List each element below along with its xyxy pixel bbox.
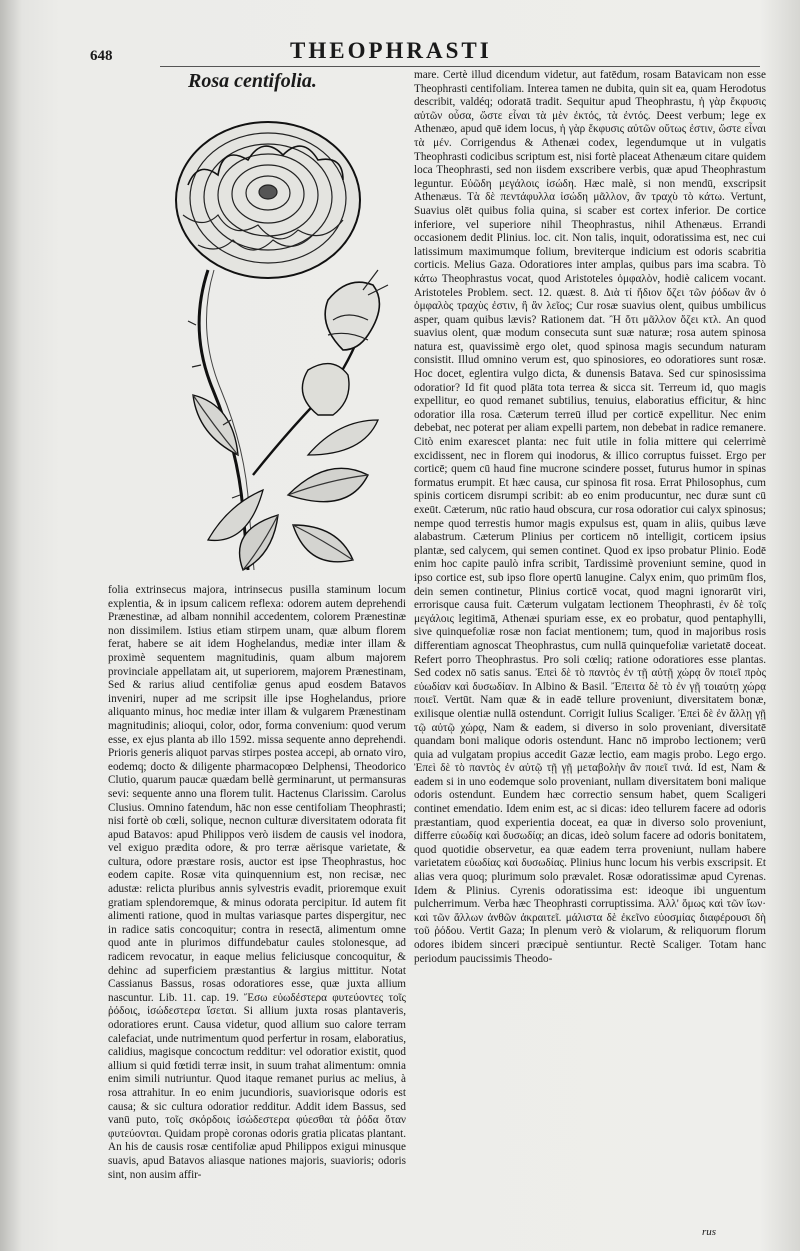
text-column-left: folia extrinsecus majora, intrinsecus pusilla staminum locum explentia, & in ipsum calicem reflexa: odorem autem deprehendi Prænestinæ, ad albam nonnihil accedentem, colorem Prænestinæ non dissimilem. Istius etiam stirpem unam, quæ album florem ferat, habere se ait idem Hoghelandus, mediæ inter illam & proximè sequentem magnitudinis, quam album majorem provinciale appellatam ait, ut superiorem, majorem Prænestinam, Sed & rarius aliud centifoliæ genus apud eosdem Batavos inveniri, nuper ad me scripsit ille ipse Hoghelandus, priore aliquanto minus, hoc mediæ inter illam & vulgarem Prænestinam magnitudinis; alioqui, color, odor, forma convenium: quod verum esse, ex ejus planta ab illo 1592. missa sequente anno deprehendi. Prioris generis aliquot parvas stirpes postea accepi, ab ornato viro, eodemq; docto & diligente pharmacopœo Delphensi, Theodorico Clutio, quarum paucæ quædam bellè germinarunt, ut permansuras sevi: sequente anno una florem tulit. Hactenus Clarissim. Carolus Clusius. Omnino fatendum, hāc non esse centifoliam Theophrasti; nisi fortè ob cœli, solique, necnon culturæ diversitatem odorata fit apud Batavos: apud Philippos verò iisdem de causis vel inodora, vel exiguo prædita odore, & pro terræ aërisque varietate, & cultura, odore præstare rosis, auctor est ipse Theophrastus, hoc eodem capite. Rosæ vita quinquennium est, non recisæ, nec adustæ: relicta pluribus annis sylvestris evadit, prioremque exuit gratiam splendoremque, & minus odorata percipitur. Id autem fit alimenti ratione, quod in multas variasque partes dispergitur, nec in radice satis concoquitur; contra in resectā, alimentum omne quod ante in plurimos diffundebatur caules stolonesque, ad radicem revocatur, in eaque melius feliciusque concoquitur, & dehinc ad superficiem præstantius & largius mittitur. Notat Cassianus Bassus, rosas odoratiores esse, quæ juxta allium nascuntur. Lib. 11. cap. 19. Ἔσω εὐωδέστερα φυτεύοντες τοῖς ῥόδοις, ἰσώδεστερα ἴσεται. Si allium juxta rosas plantaveris, odoratiores erunt. Causa videtur, quod allium suo calore terram calefaciat, unde nutrimentum quod perfertur in rosam, elaboratius, calidius, magisque concoctum redditur: vel odoratior existit, quod allium si quid fœtidi terræ insit, in suum trahat alimentum: omnia enim simili nutriuntur. Quod itaque remanet purius ac melius, à rosa attrahitur. In eo enim jucundioris, suaviorisque odoris est causa; & sic cultura odoratior redditur. Addit idem Bassus, sed vanū puto, τοῖς σκόρδοις ἰσώδεστερα φύεσθαι τὰ ῥόδα ὅταν φυτεύονται. Quidam propè coronas odoris gratia plicatas plantant. An his de causis rosæ centifoliæ apud Philippos exigui minusque suavis, apud Batavos aliasque nationes majoris, suavioris; odoris sint, non ausim affir- xyxy=(108,584,406,1181)
text-column-right: mare. Certè illud dicendum videtur, aut fatēdum, rosam Batavicam non esse Theophrasti centifoliam. Interea tamen ne dubita, quin sit ea, quam Herodotus describit, valdéq; odoratā tradit. Sequitur apud Theophrastu, ἡ γὰρ ἔκφυσις αὐτῶν οὖσα, ὥστε εἶναι τὰ μὲν ἐκτός, τὰ ἐντός. Deest verbum; lege ex Athenæo, apud quē idem locus, ἡ γὰρ ἔκφυσις αὐτῶν οὕτως ἐστιν, ὥστε εἶναι τὰ μέν. Corrigendus & Athenæi codex, legendumque ut in vulgatis Theophrasti codicibus scriptum est, nisi fortè placeat Athenæum citare quidem loca Theophrasti, sed non iisdem exscribere verbis, quæ apud Theophrastum leguntur. Εὐῶδη μεγάλοις ἰσώδη. Hæc malè, si non mendū, exscripsit Athenæus. Τὰ δὲ πεντάφυλλα ἰσώδη μᾶλλον, ἂν τραχὺ τὸ κάτω. Vertunt, Suavius olēt quibus folia quina, si scaber est cortex inferior. De cortice inferiore, vel superiore nihil Theophrastus, nihil Athenæus. Errandi occasionem dedit Plinius. loc. cit. Non talis, inquit, odoratissima est, nec cui latissimum maximumque folium, breviterque indicium est odoris scabritia corticis. Melius Gaza. Odoratiores inter amplas, quibus pars ima scabra. Τὸ κάτω Theophrastus vocat, quod Aristoteles ὀμφαλὸν, hodiè calicem vocant. Aristoteles Problem. sect. 12. quæst. 8. Διὰ τί ἥδιον ὄζει τῶν ῥόδων ἂν ὁ ὀμφαλὸς τραχὺς ἐστιν, ἢ ἂν λεῖος; Cur rosæ suavius olent, quibus umbilicus asper, quam quibus lævis? Rationem dat. Ἢ ὅτι μᾶλλον ὄζει κτλ. An quod suavius olent, quæ modum consecuta sunt suæ naturæ; rosa autem spinosa natura est, quavissimè ergo olet, quod spinosa magis secundum naturam consistit. Illud omnino verum est, quo spinosiores, eo odoratiores sunt rosæ. Hoc docet, eglentira vulgo dicta, & dunensis Batava. Sed cur spinosissima odoratior? Id fit quod plāta tota terrea & sicca sit. Terreum id, quo magis expellitur, eo quod remanet subtilius, tenuius, elaboratius efficitur, & hinc odoratior illa rosa. Cæterum terreū illud per corticē expellitur. Nec enim debebat, nec poterat per aliam expelli partem, non debebat in radice remanere. Citò enim exarescet planta: nec fuit utile in folia mittere qui celerrimè excidissent, nec in florem qui inodorus, & illico corruptus fuisset. Ergo per corticē; quem cū haud fine mucrone scindere posset, futurus humor in spinas formatus erumpit. Et hæc causa, cur spinosa fit rosa. Errat Philosophus, cum spinis corticem disrumpi scribit: ab eo enim producuntur, nec duræ sunt cū exeūt. Cæterum, nūc ratio haud obscura, cur rosa odoratior cui calyx spinosus; nempe quod terrestis humor magis expulsus est, quam in aliis, quibus læve alabastrum. Cæterum Plinius per corticem nō intelligit, corticem ipsius plantæ, sed calycem, qui semen continet. Quod ex ipso probatur Plinio. Eodē enim hoc capite paulò infra scribit, Tardissimè proveniunt semine, quod in ipso cortice est, sub ipso flore opertū lanugine. Calyx enim, quo primūm flos, dein semen continetur, Plinius corticē vocat, quod magni ignorarūt viri, errorisque causa fuit. Cæterum vulgatam lectionem Theophrasti, ἐν δὲ τοῖς μεγάλοις legitimā, Athenæi spuriam esse, ex eo probatur, quod pentaphylli, sive quinquefoliæ rosæ non faciat mentionem; tum, quod in majoribus rosis differentiam agnoscat Theophrastus, cum nullā quinquefoliæ varietatē doceat. Refert porro Theophrastus. Pro soli cœliq; ratione odoratiores esse plantas. Sed codex nō satis sanus. Ἐπεὶ δὲ τὸ παντὸς ἐν τῇ αὐτῇ χώρᾳ ὂν ποιεῖ πρὸς εὐωδίαν καὶ δυσωδίαν. In Albino & Basil. Ἔπειτα δὲ τὸ ἐν γῇ τοιαύτῃ χώρᾳ ποιεῖ. Vertūt. Nam quæ & in eadē tellure proveniunt, diversitatem bonæ, exilisque olentiæ nullā ostendunt. Corrigit Iulius Scaliger. Ἐπεὶ δὲ ἐν ἄλλῃ γῇ τῷ αὐτῷ χώρᾳ, Nam & eadem, si diverso in solo proveniant, diversitatē quandam boni malique odoris ostendunt. Hanc nō improbo lectionem; verū quia ad vulgatam propius accedit Gazæ lectio, eam magis probo. Lego ergo. Ἐπεὶ δὲ τὸ παντὸς ἐν αὐτῷ τῇ γῇ μεταβολὴν ἂν ποιεῖ τινά. Id est, Nam & eadem si in uno eodemque solo proveniant, nullam diversitatem boni malique odoris ostendunt. Eundem hæc correctio sensum habet, quem Scaligeri continet emendatio. Idem enim est, ac si dicas: ideo tellurem facere ad odoris præstantiam, quod experientia doceat, ea quæ in diverso solo proveniunt, differre εὐωδίᾳ καὶ δυσωδίᾳ; an dicas, ideò solum facere ad odoris bonitatem, quod quotidie observetur, ea quæ eadem terra proveniunt, nullam habere varietatem εὐωδίας καὶ δυσωδίας. Plinius hunc locum his verbis exscripsit. Et alias vera quoq; plurimum solo prævalet. Rosæ odoratissimæ apud Cyrenas. Idem & Plinius. Cyrenis odoratissima est: ideoque ibi unguentum pulcherrimum. Verba hæc Theophrasti corruptissima. Ἀλλ' ὅμως καὶ τῶν ἴων· καὶ τῶν ἄλλων ἀνθῶν ἀκραιτεῖ. μάλιστα δὲ ἐκεῖνο εὐοσμίας διαφέρουσι δὴ τοῦ ῥόδου. Vertit Gaza; In plenum verò & violarum, & reliquorum florum odores ibidem sinceri præcipuè sentiuntur. Rectè Scaliger. Totam hanc periodum paucissimis Theodo- xyxy=(414,69,766,965)
rose-illustration xyxy=(168,95,398,580)
running-head: THEOPHRASTI xyxy=(290,38,492,63)
header-rule xyxy=(160,66,760,67)
page-number: 648 xyxy=(90,48,113,64)
figure-title: Rosa centifolia. xyxy=(188,70,317,92)
catchword: rus xyxy=(702,1226,717,1238)
